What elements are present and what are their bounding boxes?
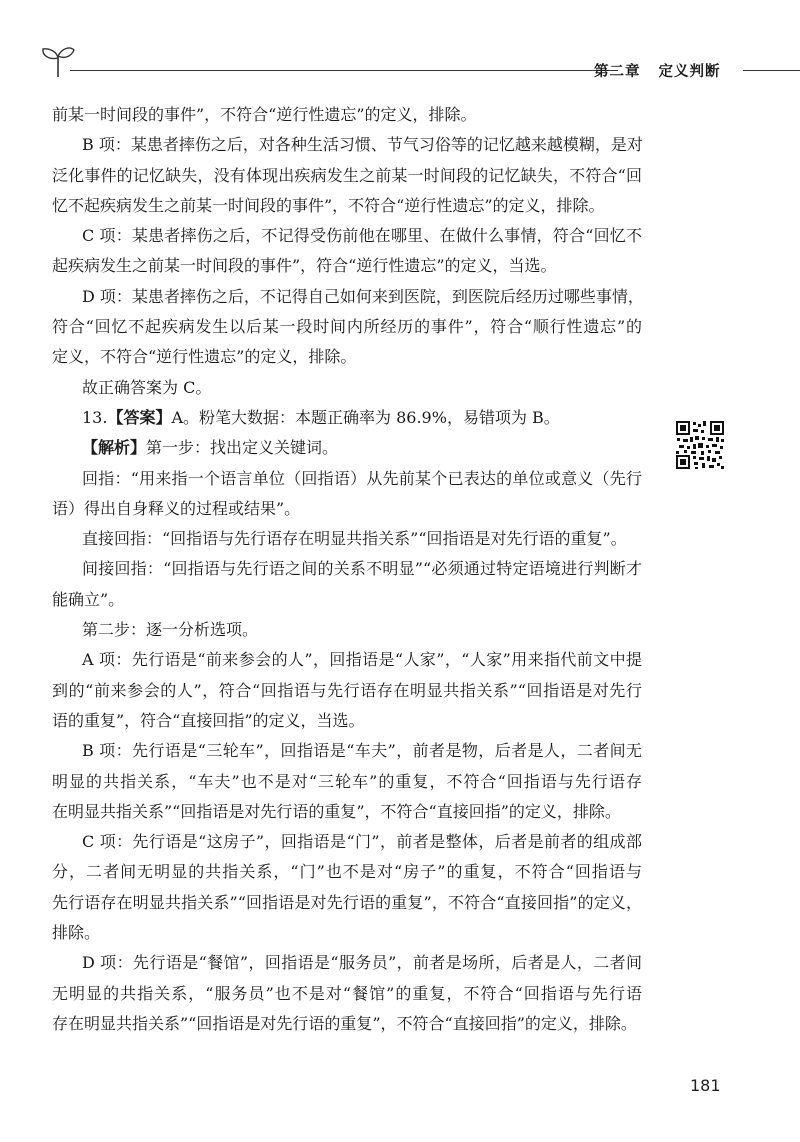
paragraph bbox=[52, 433, 642, 463]
text-line: 存在明显共指关系”“回指语是对先行语的重复”，不符合“直接回指”的定义，排除。 bbox=[52, 1013, 637, 1033]
text-line: 到的“前来参会的人”，符合“回指语与先行语存在明显共指关系”“回指语是对先行 bbox=[52, 680, 642, 700]
text-line: 回指：“用来指一个语言单位（回指语）从先前某个已表达的单位或意义（先行 bbox=[82, 468, 642, 488]
text-line: 前某一时间段的事件”，不符合“逆行性遗忘”的定义，排除。 bbox=[52, 105, 477, 124]
text-line: B 项：某患者摔伤之后，对各种生活习惯、节气习俗等的记忆越来越模糊，是对 bbox=[82, 135, 643, 155]
text-line: 语）得出自身释义的过程或结果”。 bbox=[52, 498, 301, 518]
text-line: 定义，不符合“逆行性遗忘”的定义，排除。 bbox=[52, 347, 357, 367]
text-line: B 项：先行语是“三轮车”，回指语是“车夫”，前者是物，后者是人，二者间无 bbox=[82, 741, 642, 761]
paragraph bbox=[52, 948, 642, 1039]
header-rule-right bbox=[743, 70, 800, 71]
paragraph bbox=[52, 524, 642, 554]
text-line: 语的重复”，符合“直接回指”的定义，当选。 bbox=[52, 710, 365, 730]
text-line: D 项：某患者摔伤之后，不记得自己如何来到医院，到医院后经历过哪些事情， bbox=[82, 286, 644, 306]
paragraph bbox=[52, 373, 642, 403]
text-line: 先行语存在明显共指关系”“回指语是对先行语的重复”，不符合“直接回指”的定义， bbox=[52, 892, 642, 912]
section-title: 定义判断 bbox=[658, 64, 721, 80]
text-line: C 项：先行语是“这房子”，回指语是“门”，前者是整体，后者是前者的组成部 bbox=[82, 832, 642, 852]
paragraph bbox=[52, 403, 642, 433]
text-line: 第二步：逐一分析选项。 bbox=[82, 620, 259, 640]
header-rule-left bbox=[70, 70, 618, 71]
text-line: A 项：先行语是“前来参会的人”，回指语是“人家”，“人家”用来指代前文中提 bbox=[82, 650, 642, 670]
paragraph bbox=[52, 130, 642, 221]
text-line: 明显的共指关系，“车夫”也不是对“三轮车”的重复，不符合“回指语与先行语存 bbox=[52, 771, 642, 791]
text-line bbox=[52, 403, 642, 433]
qr-code-icon bbox=[675, 420, 725, 470]
section-tag: 【答案】 bbox=[107, 407, 172, 427]
text-line: 间接回指：“回指语与先行语之间的关系不明显”“必须通过特定语境进行判断才 bbox=[82, 559, 642, 579]
chapter-number: 第二章 bbox=[594, 64, 641, 80]
text-line: 起疾病发生之前某一时间段的事件”，符合“逆行性遗忘”的定义，当选。 bbox=[52, 256, 557, 276]
paragraph bbox=[52, 645, 642, 736]
section-tag: 【解析】 bbox=[82, 438, 147, 458]
text-line bbox=[52, 433, 642, 463]
text-line: 分，二者间无明显的共指关系，“门”也不是对“房子”的重复，不符合“回指语与 bbox=[52, 862, 642, 882]
paragraph bbox=[52, 221, 642, 282]
paragraph bbox=[52, 100, 642, 130]
text-line: 泛化事件的记忆缺失，没有体现出疾病发生之前某一时间段的记忆缺失，不符合“回 bbox=[52, 165, 642, 185]
paragraph bbox=[52, 464, 642, 525]
text-line: D 项：先行语是“餐馆”，回指语是“服务员”，前者是场所，后者是人，二者间 bbox=[82, 953, 642, 973]
text-line: 能确立”。 bbox=[52, 589, 125, 609]
chapter-title bbox=[594, 60, 754, 81]
paragraph bbox=[52, 736, 642, 827]
question-number: 13. bbox=[82, 407, 108, 427]
text-line: 忆不起疾病发生之前某一时间段的事件”，不符合“逆行性遗忘”的定义，排除。 bbox=[52, 195, 605, 215]
paragraph bbox=[52, 554, 642, 615]
line-content: A。粉笔大数据：本题正确率为 86.9%，易错项为 B。 bbox=[171, 407, 560, 427]
text-line: 故正确答案为 C。 bbox=[82, 377, 212, 397]
page-header bbox=[40, 38, 800, 88]
text-line: 直接回指：“回指语与先行语存在明显共指关系”“回指语是对先行语的重复”。 bbox=[82, 529, 627, 549]
text-line: C 项：某患者摔伤之后，不记得受伤前他在哪里、在做什么事情，符合“回忆不 bbox=[82, 226, 642, 246]
paragraph bbox=[52, 282, 642, 373]
body-text bbox=[52, 100, 642, 1039]
text-line: 符合“回忆不起疾病发生以后某一段时间内所经历的事件”，符合“顺行性遗忘”的 bbox=[52, 317, 642, 337]
sprout-icon bbox=[40, 44, 76, 78]
paragraph bbox=[52, 827, 642, 948]
paragraph bbox=[52, 615, 642, 645]
text-line: 无明显的共指关系，“服务员”也不是对“餐馆”的重复，不符合“回指语与先行语 bbox=[52, 983, 642, 1003]
text-line: 排除。 bbox=[52, 923, 101, 943]
text-line: 在明显共指关系”“回指语是对先行语的重复”，不符合“直接回指”的定义，排除。 bbox=[52, 801, 621, 821]
line-content: 第一步：找出定义关键词。 bbox=[146, 438, 339, 458]
page-number: 181 bbox=[690, 1076, 721, 1095]
